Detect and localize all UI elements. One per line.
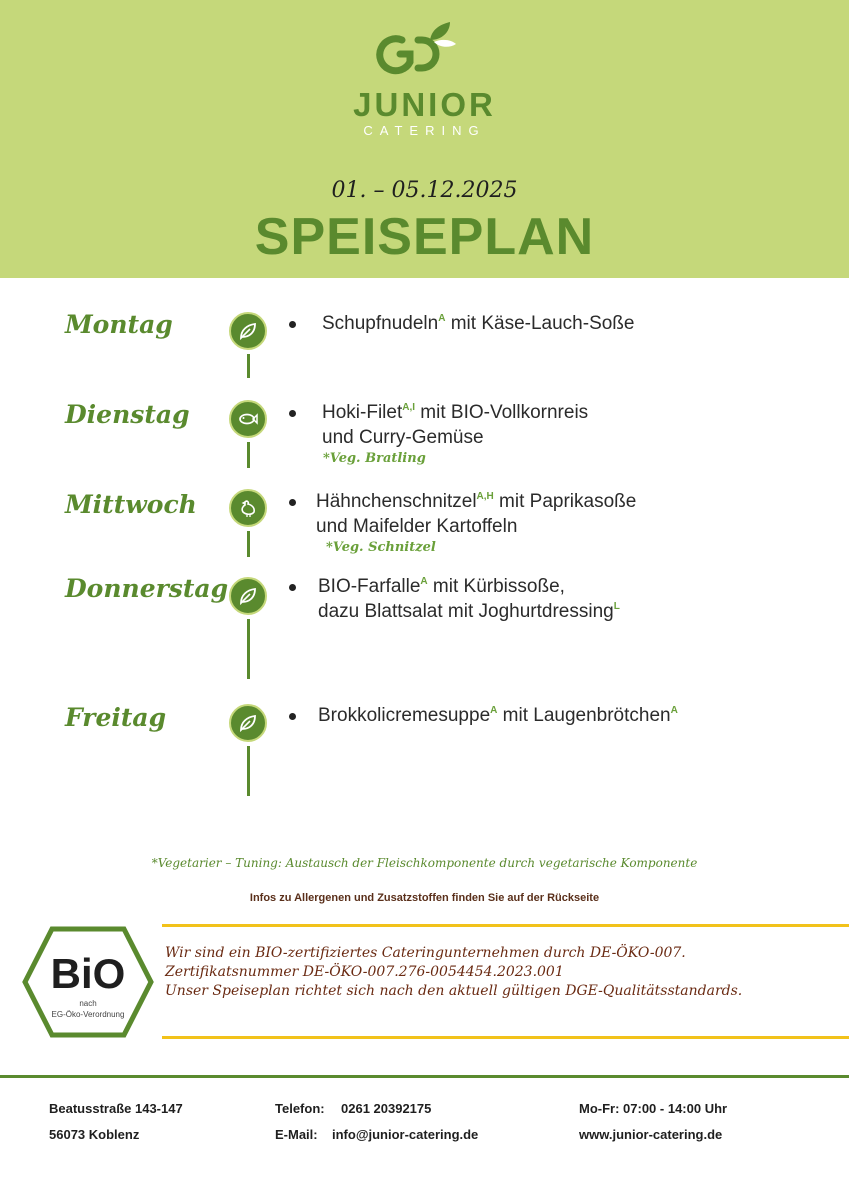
meal-line-1 <box>318 574 620 599</box>
day-label: Freitag <box>65 703 167 732</box>
allergen-code: A <box>438 313 446 324</box>
meal-text: dazu Blattsalat mit Joghurtdressing <box>318 601 614 622</box>
bio-line: Zertifikatsnummer DE-ÖKO-007.276-0054454.2023.001 <box>165 964 564 980</box>
bio-seal-text: BiO <box>50 950 126 997</box>
meal-line-2 <box>318 599 620 624</box>
timeline-connector <box>247 619 250 679</box>
page-title: SPEISEPLAN <box>254 208 595 266</box>
meal-text: und Maifelder Kartoffeln <box>316 516 518 537</box>
bullet <box>289 321 296 328</box>
footer-email-label: E-Mail: <box>275 1127 318 1142</box>
meal-text: mit BIO-Vollkornreis <box>415 402 589 423</box>
allergen-code: L <box>613 601 620 612</box>
bullet <box>289 584 296 591</box>
footer-website-link[interactable]: www.junior-catering.de <box>579 1127 723 1142</box>
meal-description <box>318 574 620 624</box>
timeline-connector <box>247 354 250 378</box>
bio-seal-sub1: nach <box>79 999 97 1008</box>
meal-line-2 <box>316 514 636 539</box>
meal-line-1 <box>318 703 678 728</box>
bullet <box>289 713 296 720</box>
meal-text: Brokkolicremesuppe <box>318 705 491 726</box>
divider-top <box>162 924 849 927</box>
leaf-icon <box>229 312 267 350</box>
bio-line: Unser Speiseplan richtet sich nach den aktuell gültigen DGE-Qualitätsstandards. <box>165 983 743 999</box>
bullet <box>289 410 296 417</box>
footer-hours: Mo-Fr: 07:00 - 14:00 Uhr <box>579 1101 728 1116</box>
meal-description <box>316 489 636 539</box>
bio-seal-icon <box>22 926 154 1038</box>
meal-description <box>322 311 634 336</box>
allergen-code: A <box>670 705 678 716</box>
footer-phone[interactable]: 0261 20392175 <box>341 1101 432 1116</box>
meal-description <box>318 703 678 728</box>
footer-divider <box>0 1075 849 1078</box>
allergen-code: A,I <box>402 402 416 413</box>
meal-line-2 <box>322 425 588 450</box>
timeline-connector <box>247 531 250 557</box>
vegetarian-footnote: *Vegetarier – Tuning: Austausch der Fleischkomponente durch vegetarische Komponente <box>151 856 698 870</box>
date-range: 01. – 05.12.2025 <box>331 178 518 203</box>
meal-text: Schupfnudeln <box>322 313 439 334</box>
day-label: Dienstag <box>65 400 190 429</box>
bio-line: Wir sind ein BIO-zertifiziertes Cateringunternehmen durch DE-ÖKO-007. <box>165 945 686 961</box>
meal-text: mit Paprikasoße <box>493 491 637 512</box>
meal-text: Hähnchenschnitzel <box>316 491 477 512</box>
bio-certification-text <box>165 944 742 1001</box>
vegetarian-option: *Veg. Schnitzel <box>326 540 436 555</box>
brand-name: JUNIOR <box>353 86 496 123</box>
fish-icon <box>229 400 267 438</box>
allergen-code: A <box>490 705 498 716</box>
allergen-code: A,H <box>476 491 494 502</box>
allergen-code: A <box>420 576 428 587</box>
day-label: Donnerstag <box>65 574 229 603</box>
meal-text: mit Laugenbrötchen <box>497 705 671 726</box>
bullet <box>289 499 296 506</box>
divider-bottom <box>162 1036 849 1039</box>
footer-email-link[interactable]: info@junior-catering.de <box>332 1127 479 1142</box>
allergen-info: Infos zu Allergenen und Zusatzstoffen finden Sie auf der Rückseite <box>249 892 600 904</box>
vegetarian-option: *Veg. Bratling <box>323 451 426 466</box>
footer-street: Beatusstraße 143-147 <box>49 1101 183 1116</box>
brand-subtitle: CATERING <box>363 123 486 138</box>
meal-line-1 <box>322 400 588 425</box>
meal-text: BIO-Farfalle <box>318 576 421 597</box>
footer-city: 56073 Koblenz <box>49 1127 140 1142</box>
meal-text: und Curry-Gemüse <box>322 427 484 448</box>
footer-phone-label: Telefon: <box>275 1101 325 1116</box>
meal-text: mit Kürbissoße, <box>427 576 565 597</box>
chicken-icon <box>229 489 267 527</box>
meal-description <box>322 400 588 450</box>
bio-seal-sub2: EG-Öko-Verordnung <box>51 1010 125 1019</box>
meal-line-1 <box>322 311 634 336</box>
leaf-icon <box>229 704 267 742</box>
junior-catering-logo <box>372 18 462 84</box>
meal-text: mit Käse-Lauch-Soße <box>445 313 635 334</box>
day-label: Mittwoch <box>65 490 197 519</box>
meal-text: Hoki-Filet <box>322 402 403 423</box>
meal-line-1 <box>316 489 636 514</box>
timeline-connector <box>247 442 250 468</box>
leaf-icon <box>229 577 267 615</box>
timeline-connector <box>247 746 250 796</box>
day-label: Montag <box>65 310 173 339</box>
